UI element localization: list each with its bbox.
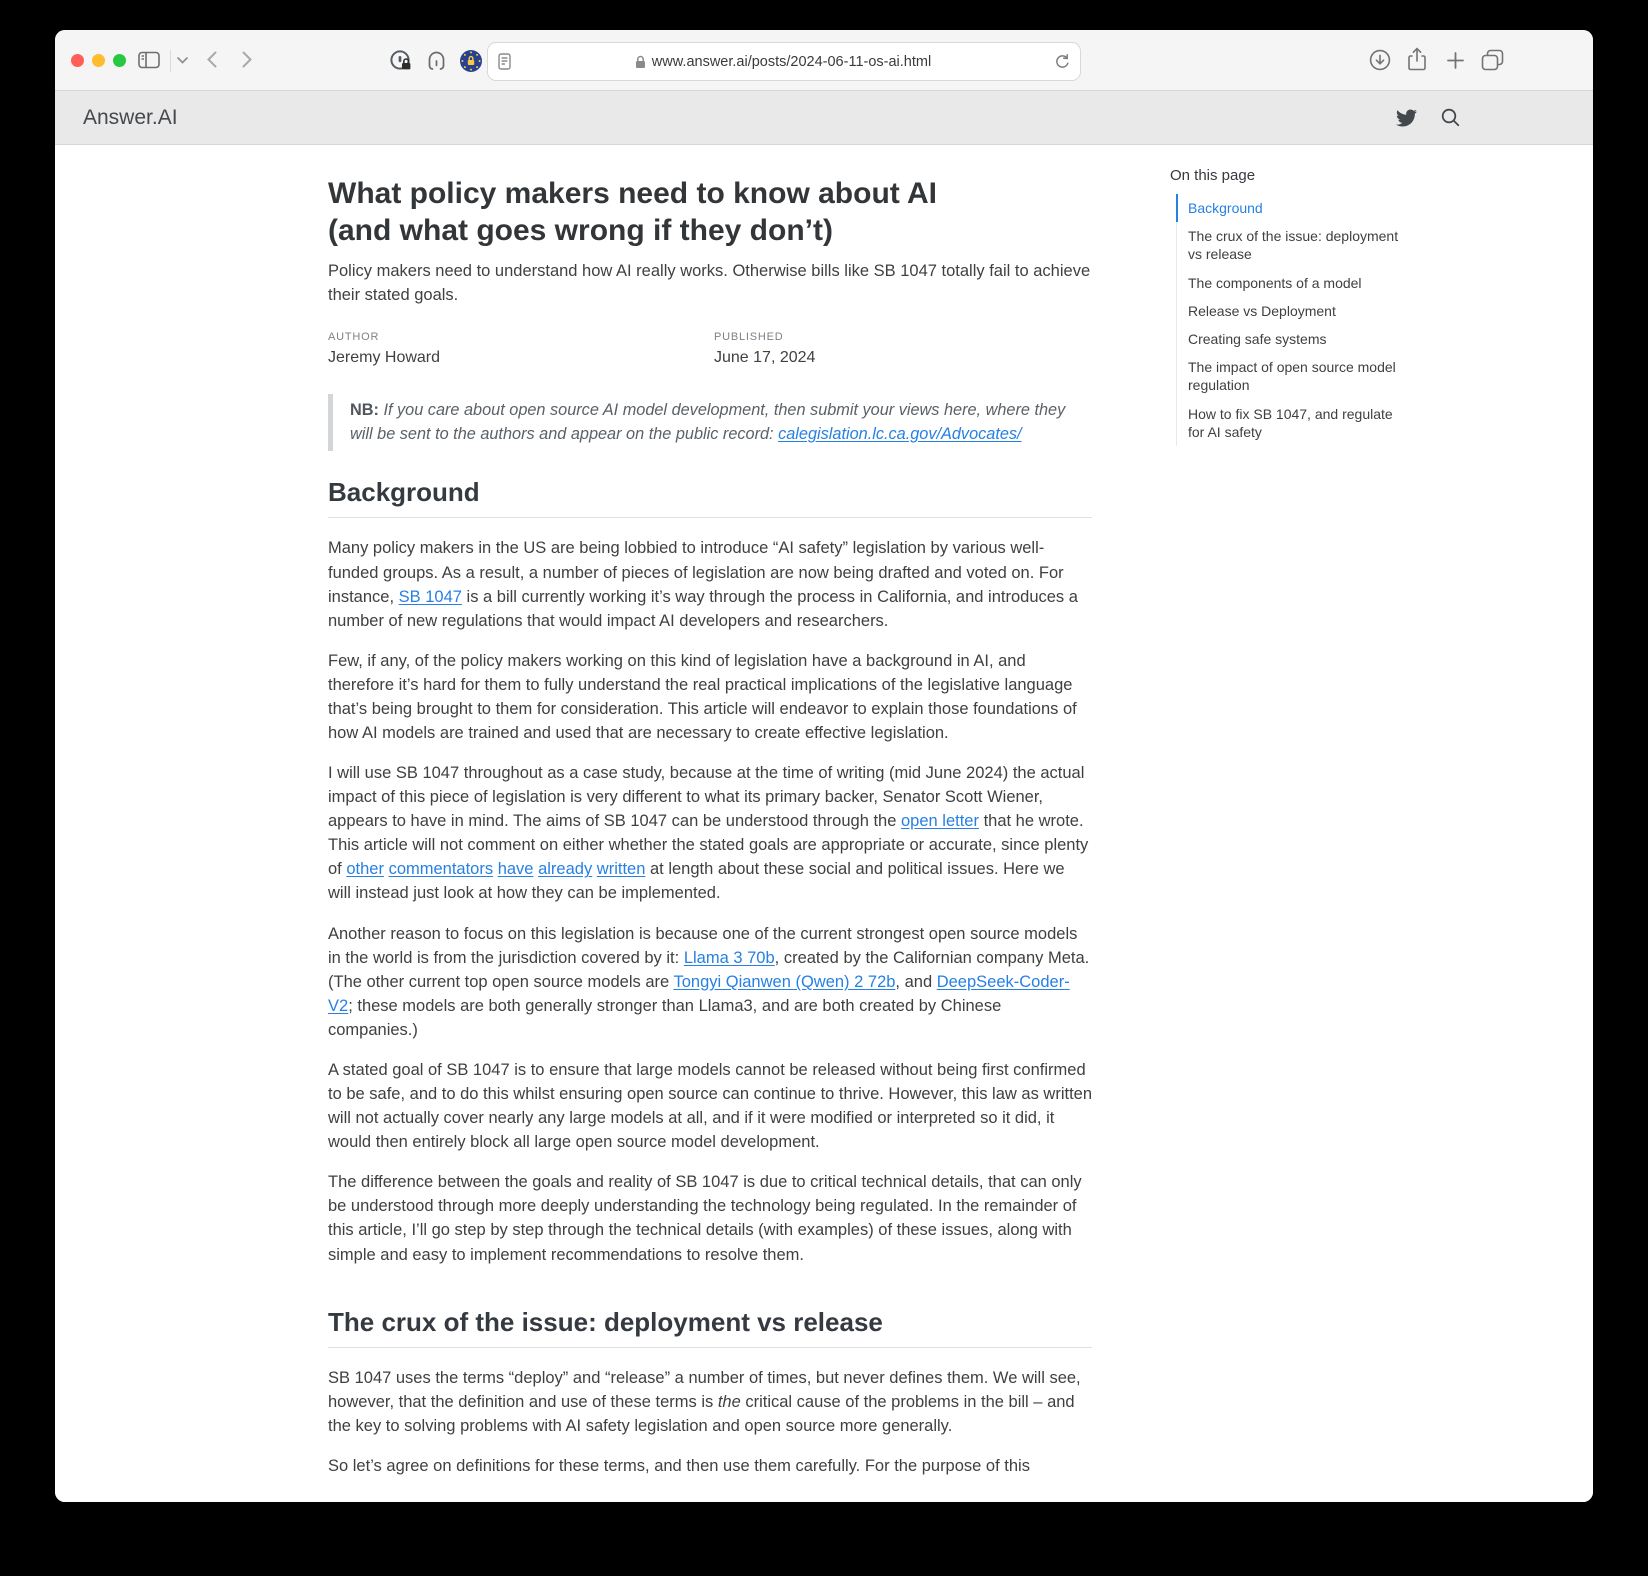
paragraph	[328, 761, 1092, 905]
inline-link[interactable]: SB 1047	[398, 587, 462, 606]
site-navbar	[55, 91, 1593, 145]
search-icon[interactable]	[1441, 108, 1460, 127]
eu-privacy-extension-icon[interactable]	[459, 49, 483, 73]
paragraph	[328, 1366, 1092, 1438]
text-segment: So let’s agree on definitions for these terms, and then use them carefully. For the purpose of this	[328, 1456, 1030, 1475]
text-segment: The difference between the goals and reality of SB 1047 is due to critical technical details, that can only be understood through more deeply understanding the technology being regulated. In the remainder of this article, I’ll go step by step through the technical details (with examples) of these issues, along with simple and easy to implement recommendations to resolve them.	[328, 1173, 1082, 1264]
inline-link[interactable]: have	[497, 860, 534, 879]
article-subtitle: Policy makers need to understand how AI really works. Otherwise bills like SB 1047 totally fail to achieve their stated goals.	[328, 262, 1091, 305]
toc-item[interactable]: Release vs Deployment	[1188, 302, 1336, 319]
toc-item[interactable]: The impact of open source model regulation	[1188, 359, 1396, 394]
text-segment: SB 1047 uses the terms “deploy” and “release” a number of times, but never defines them. We will see, however, that the definition and use of these terms is	[328, 1368, 1081, 1411]
paragraph	[328, 922, 1092, 1042]
text-segment: Another reason to focus on this legislation is because one of the current strongest open source models in the world is from the jurisdiction covered by it:	[328, 924, 1078, 967]
toolbar-divider	[170, 50, 171, 72]
toc	[1170, 167, 1405, 446]
inline-link[interactable]: Tongyi Qianwen (Qwen) 2 72b	[673, 972, 896, 991]
forward-icon[interactable]	[242, 51, 252, 68]
mastodon-extension-icon[interactable]	[425, 50, 448, 72]
text-segment: , and	[895, 972, 937, 991]
page-content	[55, 145, 1593, 1502]
text-segment: critical cause of the problems in the bill – and the key to solving problems with AI safety legislation and open source more generally.	[328, 1392, 1075, 1435]
toc-header: On this page	[1170, 167, 1256, 184]
paragraph	[328, 536, 1092, 632]
text-segment: I will use SB 1047 throughout as a case study, because at the time of writing (mid June 2024) the actual impact of this piece of legislation is very different to what its primary backer, Senator Scott Wiener, appears to have in mind. The aims of SB 1047 can be understood through the	[328, 764, 1085, 831]
paragraph	[328, 649, 1092, 745]
address-bar[interactable]	[487, 42, 1081, 81]
sidebar-toggle-icon[interactable]	[138, 51, 160, 69]
close-window-button[interactable]	[71, 54, 84, 67]
share-icon[interactable]	[1407, 47, 1427, 72]
text-segment: A stated goal of SB 1047 is to ensure that large models cannot be released without being first confirmed to be safe, and to do this whilst ensuring open source can continue to thrive. However, this law as written will not actually cover nearly any large models at all, and if it were modified or interpreted so it did, it would then entirely block all large open source model development.	[328, 1060, 1093, 1152]
page-title: What policy makers need to know about AI (and what goes wrong if they don’t)	[328, 177, 937, 248]
author-label: AUTHOR	[328, 331, 380, 344]
browser-toolbar	[55, 30, 1593, 91]
reader-view-icon[interactable]	[498, 53, 511, 70]
twitter-icon[interactable]	[1396, 109, 1417, 127]
password-manager-extension-icon[interactable]	[389, 49, 413, 73]
toc-item[interactable]: The components of a model	[1188, 274, 1362, 291]
toc-list	[1176, 194, 1405, 446]
site-brand[interactable]: Answer.AI	[83, 105, 178, 129]
text-segment: at length about these social and political issues. Here we will instead just look at how they can be implemented.	[328, 860, 1065, 903]
text-segment: is a bill currently working it’s way through the process in California, and introduces a number of new regulations that would impact AI developers and researchers.	[328, 587, 1078, 630]
published-date: June 17, 2024	[714, 349, 816, 367]
nb-callout	[328, 394, 1092, 451]
inline-link[interactable]: open letter	[901, 812, 979, 831]
inline-link[interactable]: DeepSeek-Coder-V2	[328, 972, 1070, 1015]
paragraph	[328, 1170, 1092, 1266]
text-segment: Many policy makers in the US are being lobbied to introduce “AI safety” legislation by various well-funded groups. As a result, a number of pieces of legislation are now being drafted and voted on. For instance,	[328, 539, 1064, 606]
paragraph	[328, 1058, 1092, 1154]
text-segment: that he wrote. This article will not comment on either whether the stated goals are appropriate or accurate, since plenty of	[328, 812, 1089, 879]
lock-icon	[635, 55, 646, 69]
inline-link[interactable]: already	[538, 860, 593, 879]
url-text: www.answer.ai/posts/2024-06-11-os-ai.html	[651, 53, 932, 70]
section-heading: The crux of the issue: deployment vs release	[328, 1307, 1092, 1348]
text-segment: , created by the Californian company Meta. (The other current top open source models are	[328, 948, 1090, 991]
nb-link[interactable]: calegislation.lc.ca.gov/Advocates/	[778, 424, 1022, 443]
minimize-window-button[interactable]	[92, 54, 105, 67]
nb-text: If you care about open source AI model development, then submit your views here, where they will be sent to the authors and appear on the public record:	[350, 401, 1066, 443]
author-name: Jeremy Howard	[328, 349, 441, 367]
toc-item[interactable]: The crux of the issue: deployment vs release	[1188, 228, 1399, 263]
new-tab-icon[interactable]	[1447, 52, 1464, 69]
reload-icon[interactable]	[1055, 54, 1070, 70]
browser-window	[55, 30, 1593, 1502]
zoom-window-button[interactable]	[113, 54, 126, 67]
chevron-down-icon[interactable]	[177, 57, 188, 64]
emphasis-text: the	[717, 1392, 741, 1411]
toc-item[interactable]: How to fix SB 1047, and regulate for AI safety	[1188, 405, 1393, 440]
inline-link[interactable]: Llama 3 70b	[683, 948, 775, 967]
toc-item[interactable]: Creating safe systems	[1188, 330, 1327, 347]
toc-item[interactable]: Background	[1176, 194, 1405, 222]
tab-overview-icon[interactable]	[1481, 49, 1504, 71]
inline-link[interactable]: commentators	[388, 860, 494, 879]
inline-link[interactable]: other	[346, 860, 384, 879]
back-icon[interactable]	[207, 51, 217, 68]
section-heading: Background	[328, 477, 1092, 518]
published-label: PUBLISHED	[714, 331, 784, 344]
inline-link[interactable]: written	[596, 860, 646, 879]
downloads-icon[interactable]	[1369, 49, 1391, 71]
nb-label: NB:	[350, 401, 379, 420]
text-segment: ; these models are both generally stronger than Llama3, and are both created by Chinese companies.)	[328, 996, 1002, 1039]
traffic-lights	[71, 54, 126, 67]
text-segment: Few, if any, of the policy makers working on this kind of legislation have a background in AI, and therefore it’s hard for them to fully understand the real practical implications of the legislative language that’s being brought to them for consideration. This article will endeavor to explain those foundations of how AI models are trained and used that are necessary to create effective legislation.	[328, 651, 1077, 743]
article-meta	[328, 331, 1092, 367]
paragraph	[328, 1454, 1092, 1478]
article	[328, 145, 1092, 1494]
article-body	[328, 477, 1092, 1477]
